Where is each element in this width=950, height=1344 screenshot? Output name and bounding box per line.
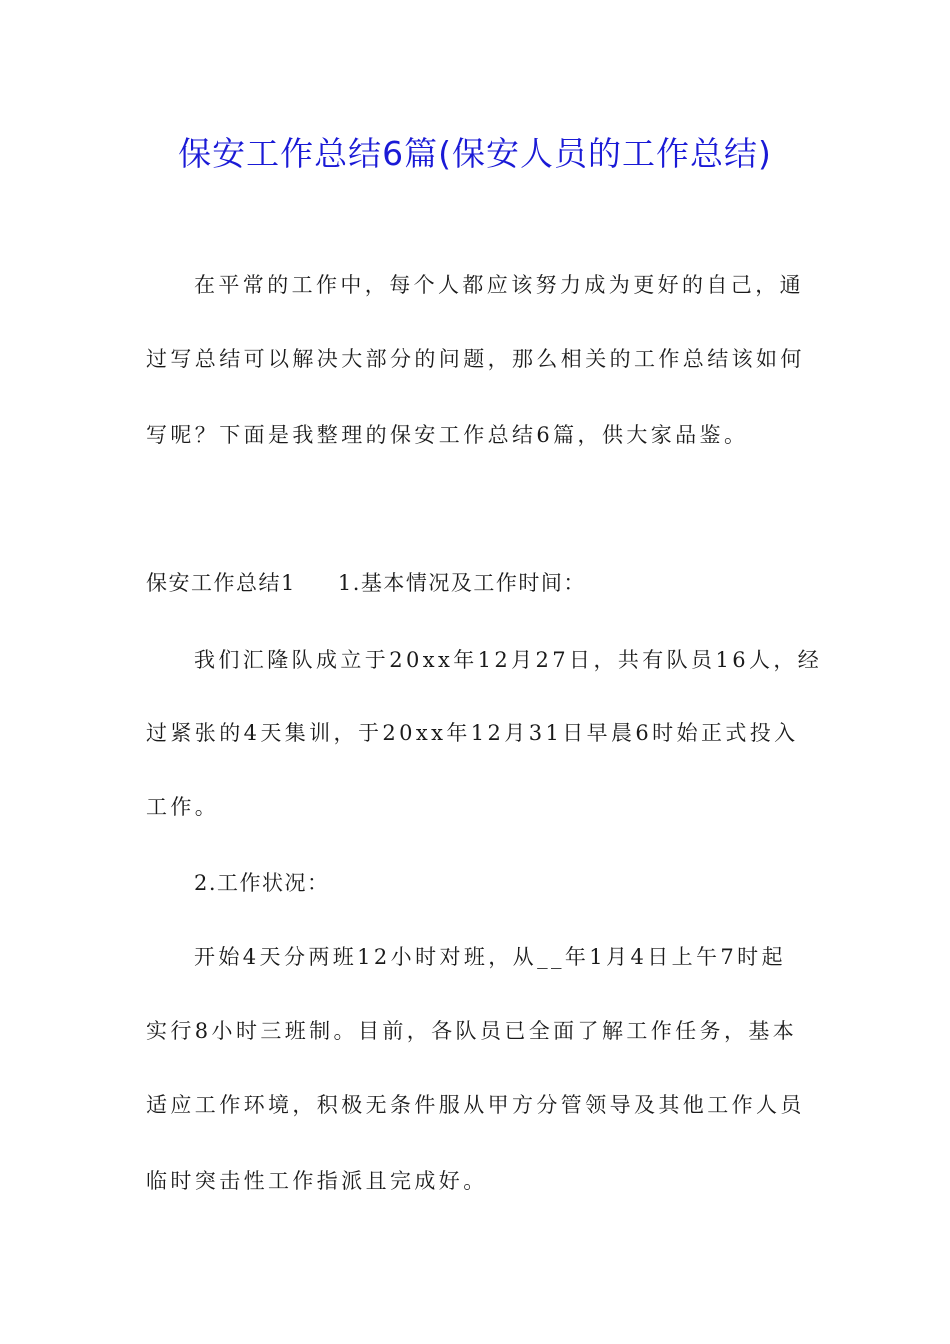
para2-line-2: 实行8小时三班制。目前，各队员已全面了解工作任务，基本 bbox=[146, 1019, 798, 1043]
para2-line-3: 适应工作环境，积极无条件服从甲方分管领导及其他工作人员 bbox=[146, 1093, 805, 1117]
section-heading-row bbox=[146, 568, 586, 598]
para2-line-1: 开始4天分两班12小时对班，从__年1月4日上午7时起 bbox=[194, 945, 786, 969]
document-title: 保安工作总结6篇(保安人员的工作总结) bbox=[178, 134, 772, 173]
intro-line-2: 过写总结可以解决大部分的问题，那么相关的工作总结该如何 bbox=[146, 347, 805, 371]
section-label: 保安工作总结1 bbox=[146, 571, 296, 595]
subheading-basic-info: 1.基本情况及工作时间： bbox=[337, 571, 586, 595]
intro-line-3: 写呢？下面是我整理的保安工作总结6篇，供大家品鉴。 bbox=[146, 423, 749, 447]
para2-line-4: 临时突击性工作指派且完成好。 bbox=[146, 1169, 488, 1193]
para1-line-2: 过紧张的4天集训，于20xx年12月31日早晨6时始正式投入 bbox=[146, 721, 799, 745]
intro-line-1: 在平常的工作中，每个人都应该努力成为更好的自己，通 bbox=[194, 273, 804, 297]
para1-line-1: 我们汇隆队成立于20xx年12月27日，共有队员16人，经 bbox=[194, 648, 823, 672]
subheading-work-status: 2.工作状况： bbox=[194, 871, 330, 895]
para1-line-3: 工作。 bbox=[146, 795, 220, 819]
